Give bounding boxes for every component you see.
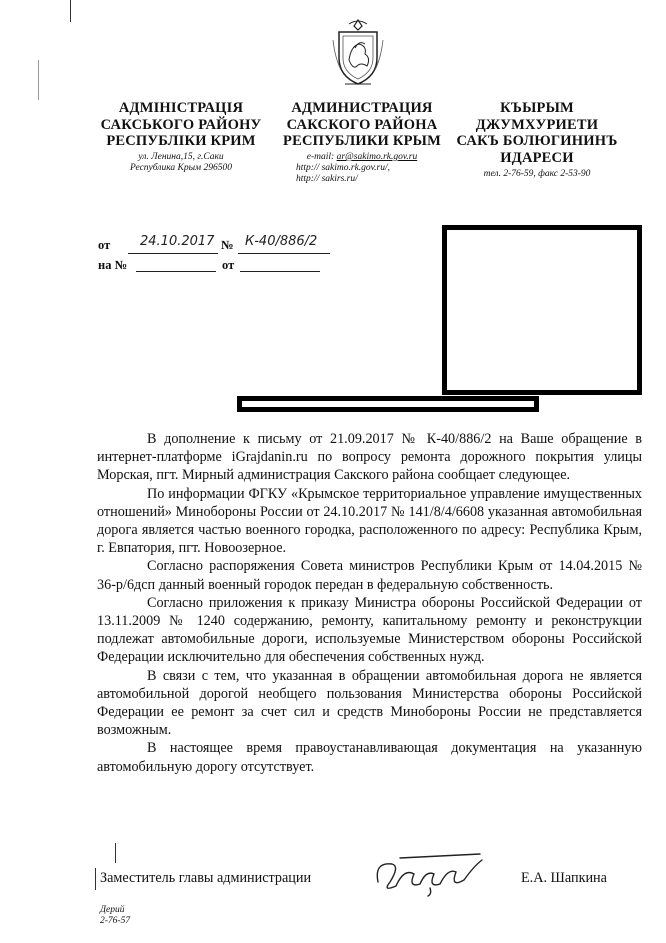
executor-phone: 2-76-57 bbox=[100, 916, 131, 927]
handwritten-signature bbox=[370, 848, 490, 898]
website-link[interactable]: http:// sakimo.rk.gov.ru/, bbox=[296, 162, 391, 173]
letter-body bbox=[97, 430, 642, 776]
executor-info bbox=[100, 905, 130, 928]
org-name-line: РЕСПУБЛИКИ КРЫМ bbox=[283, 133, 441, 150]
org-name-line: САКСКОГО РАЙОНА bbox=[286, 116, 438, 133]
email-link[interactable]: ar@sakimo.rk.gov.ru bbox=[336, 152, 418, 163]
body-paragraph: Согласно распоряжения Совета министров Республики Крым от 14.04.2015 № 36-р/6дсп данный военный городок передан в федеральную собственность. bbox=[97, 558, 642, 593]
number-sign: № bbox=[221, 238, 234, 252]
letterhead-ukrainian bbox=[96, 100, 266, 174]
body-paragraph: По информации ФГКУ «Крымское территориальное управление имущественных отношений» Минобороны России от 24.10.2017 № 141/8/4/6608 указанная автомобильная дорога является частью военного городка, расположенного по адресу: Республика Крым, г. Евпатория, пгт. Новоозерное. bbox=[97, 485, 642, 557]
address-line: Республика Крым 296500 bbox=[130, 162, 232, 173]
scan-artifact-line bbox=[115, 843, 116, 863]
email-line bbox=[282, 152, 442, 163]
website-link[interactable]: http:// sakirs.ru/ bbox=[296, 173, 358, 184]
body-paragraph: В связи с тем, что указанная в обращении автомобильная дорога не является автомобильной дорогой необщего пользования Министерства обороны Российской Федерации ее ремонт за счет сил и средств Минобороны России не представляется возможным. bbox=[97, 667, 642, 739]
executor-name: Дерий bbox=[100, 905, 125, 915]
redacted-addressee-block bbox=[442, 225, 642, 395]
org-name-line: САКЪ БОЛЮГИНИНЪ bbox=[456, 133, 618, 150]
phone-line: тел. 2-76-59, факс 2-53-90 bbox=[483, 168, 591, 179]
org-name-line: САКСЬКОГО РАЙОНУ bbox=[100, 116, 262, 133]
letterhead-crimean-tatar bbox=[448, 100, 626, 180]
scan-artifact-line bbox=[70, 0, 71, 22]
coat-of-arms-emblem bbox=[331, 18, 385, 88]
org-name-line: АДМИНИСТРАЦИЯ bbox=[291, 100, 433, 116]
signatory-name: Е.А. Шапкина bbox=[521, 870, 607, 886]
address-line: ул. Ленина,15, г.Саки bbox=[138, 152, 224, 163]
org-name-line: ИДАРЕСИ bbox=[500, 150, 574, 167]
date-underline bbox=[128, 253, 218, 254]
org-name-line: АДМІНІСТРАЦІЯ bbox=[118, 100, 244, 116]
letterhead-russian bbox=[282, 100, 442, 185]
handwritten-number: К-40/886/2 bbox=[245, 234, 318, 249]
reply-to-label: на № bbox=[98, 258, 128, 272]
signatory-position: Заместитель главы администрации bbox=[100, 870, 312, 886]
handwritten-date: 24.10.2017 bbox=[140, 234, 215, 249]
reply-date-underline bbox=[240, 271, 320, 272]
org-name-line: КЪЫРЫМ ДЖУМХУРИЕТИ bbox=[475, 100, 599, 133]
number-underline bbox=[238, 253, 330, 254]
email-label: e-mail: bbox=[306, 152, 335, 163]
body-paragraph: В настоящее время правоустанавливающая документация на указанную автомобильную дорогу отсутствует. bbox=[97, 740, 642, 775]
body-paragraph: В дополнение к письму от 21.09.2017 № К-40/886/2 на Ваше обращение в интернет-платформе iGrajdanin.ru по вопросу ремонта дорожного покрытия улицы Морская, пгт. Мирный администрация Сакского района сообщает следующее. bbox=[97, 431, 642, 484]
reply-number-underline bbox=[136, 271, 216, 272]
scan-artifact-line bbox=[95, 868, 96, 890]
scan-artifact-line bbox=[38, 60, 39, 100]
redacted-salutation-line bbox=[237, 396, 539, 412]
from-label: от bbox=[98, 238, 111, 252]
reply-from-label: от bbox=[222, 258, 235, 272]
org-name-line: РЕСПУБЛІКИ КРИМ bbox=[106, 133, 256, 150]
body-paragraph: Согласно приложения к приказу Министра обороны Российской Федерации от 13.11.2009 № 1240 содержанию, ремонту, капитальному ремонту и реконструкции подлежат автомобильные дороги, используемые Министерством обороны Российской Федерации исключительно для обеспечения собственных нужд. bbox=[97, 594, 642, 666]
